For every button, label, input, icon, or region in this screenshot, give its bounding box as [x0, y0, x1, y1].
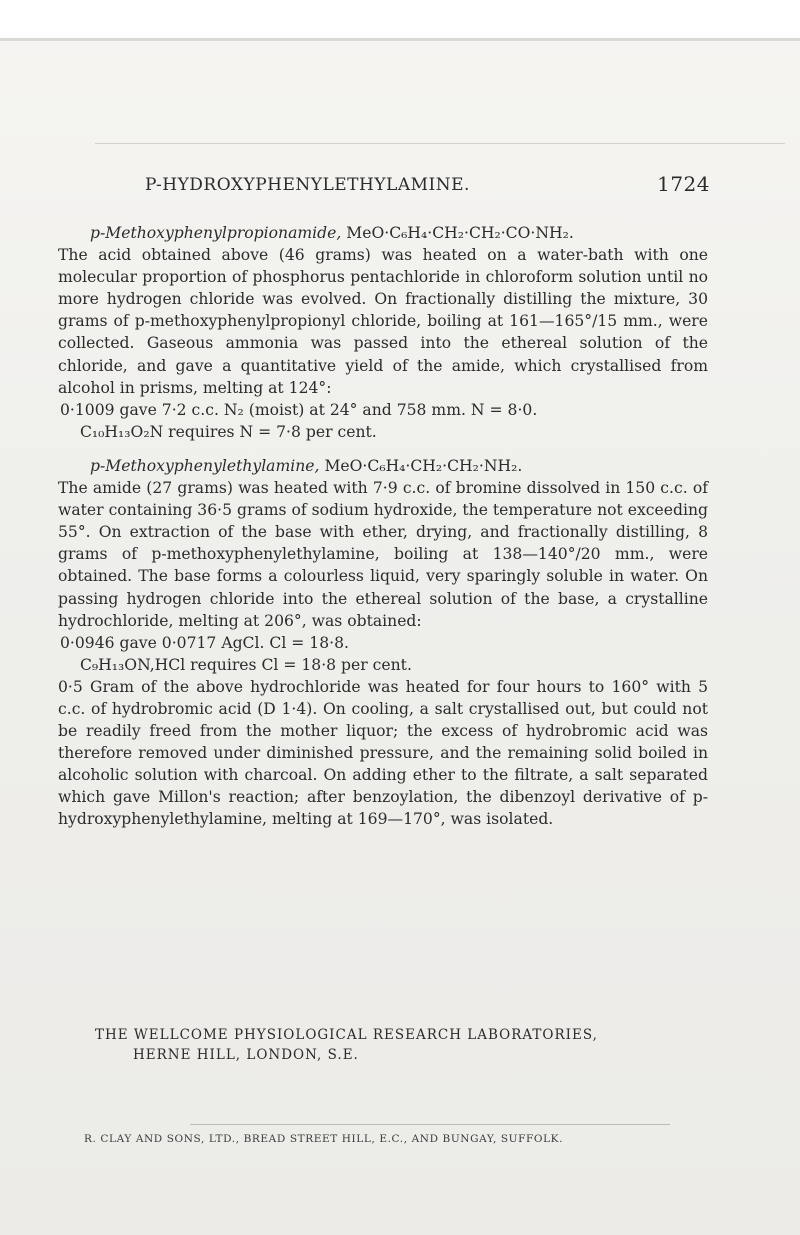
heading-compound-name: p-Methoxyphenylethylamine,	[90, 456, 320, 475]
page-edge-shadow	[0, 38, 800, 41]
section-heading-amine	[58, 455, 708, 477]
article-body	[58, 222, 708, 831]
analysis-line: 0·0946 gave 0·0717 AgCl. Cl = 18·8.	[60, 633, 349, 652]
printer-imprint: R. CLAY AND SONS, LTD., BREAD STREET HILL, E.C., AND BUNGAY, SUFFOLK.	[84, 1133, 564, 1145]
requires-line: C₉H₁₃ON,HCl requires Cl = 18·8 per cent.	[80, 655, 412, 674]
section-heading-amide	[58, 222, 708, 244]
heading-compound-name: p-Methoxyphenylpropionamide,	[90, 224, 342, 242]
running-title: P-HYDROXYPHENYLETHYLAMINE.	[145, 175, 470, 195]
page-number: 1724	[657, 172, 710, 196]
top-rule	[95, 143, 785, 144]
top-margin	[0, 0, 800, 40]
paragraph: The acid obtained above (46 grams) was heated on a water-bath with one molecular proportion of phosphorus pentachloride in chloroform solution until no more hydrogen chloride was evolved. On fractionally distilling the mixture, 30 grams of p-methoxyphenylpropionyl chloride, boiling at 161—165°/15 mm., were collected. Gaseous ammonia was passed into the ethereal solution of the chloride, and gave a quantitative yield of the amide, which crystallised from alcohol in prisms, melting at 124°:	[58, 246, 708, 397]
heading-formula: MeO·C₆H₄·CH₂·CH₂·NH₂.	[324, 456, 523, 475]
section-gap	[58, 443, 708, 455]
paragraph: 0·5 Gram of the above hydrochloride was heated for four hours to 160° with 5 c.c. of hydrobromic acid (D 1·4). On cooling, a salt crystallised out, but could not be readily freed from the mother liquor; the excess of hydrobromic acid was therefore removed under diminished pressure, and the remaining solid boiled in alcoholic solution with charcoal. On adding ether to the filtrate, a salt separated which gave Millon's reaction; after benzoylation, the dibenzoyl derivative of p-hydroxyphenylethylamine, melting at 169—170°, was isolated.	[58, 677, 708, 829]
requires-line: C₁₀H₁₃O₂N requires N = 7·8 per cent.	[80, 422, 377, 441]
printer-rule	[190, 1124, 670, 1125]
affiliation-line-1: THE WELLCOME PHYSIOLOGICAL RESEARCH LABORATORIES,	[95, 1027, 598, 1043]
affiliation	[95, 1025, 695, 1065]
paragraph: The amide (27 grams) was heated with 7·9 c.c. of bromine dissolved in 150 c.c. of water containing 36·5 grams of sodium hydroxide, the temperature not exceeding 55°. On extraction of the base with ether, drying, and fractionally distilling, 8 grams of p-methoxyphenylethylamine, boiling at 138—140°/20 mm., were obtained. The base forms a colourless liquid, very sparingly soluble in water. On passing hydrogen chloride into the ethereal solution of the base, a crystalline hydrochloride, melting at 206°, was obtained:	[58, 479, 708, 630]
running-header	[90, 172, 710, 201]
analysis-line: 0·1009 gave 7·2 c.c. N₂ (moist) at 24° and 758 mm. N = 8·0.	[60, 400, 538, 419]
affiliation-line-2: HERNE HILL, LONDON, S.E.	[133, 1047, 359, 1063]
heading-formula: MeO·C₆H₄·CH₂·CH₂·CO·NH₂.	[346, 224, 574, 242]
